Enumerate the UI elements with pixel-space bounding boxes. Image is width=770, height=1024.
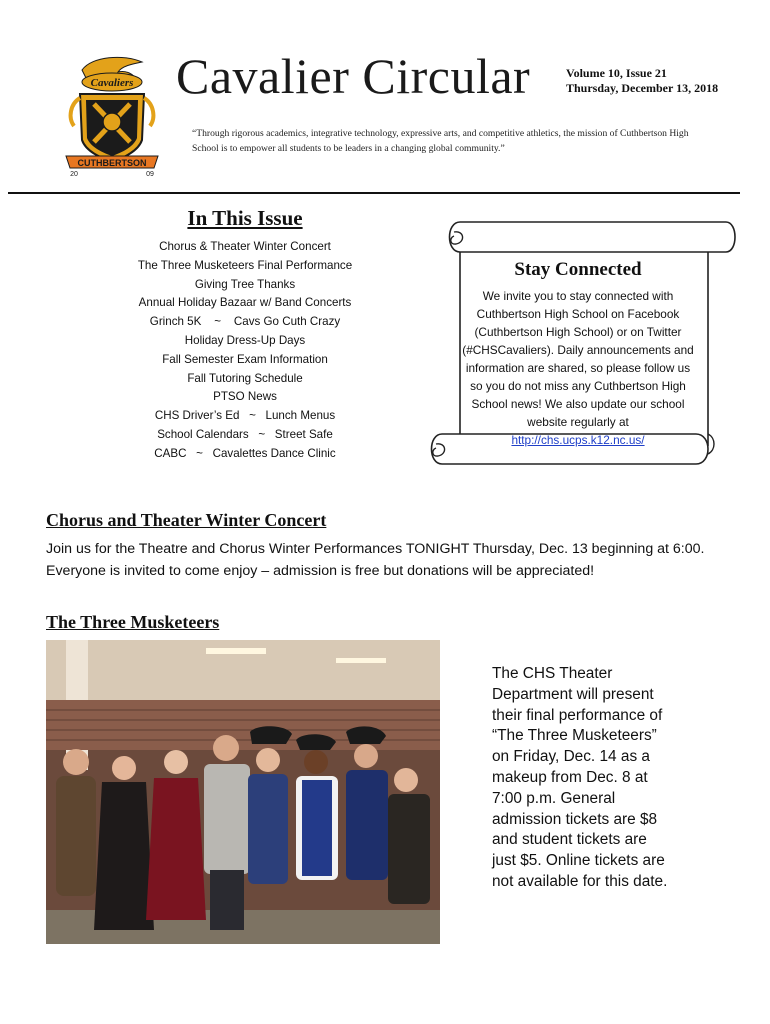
toc-item: Annual Holiday Bazaar w/ Band Concerts [138, 296, 352, 310]
toc-item: Giving Tree Thanks [194, 277, 296, 291]
stay-connected-text [460, 287, 696, 449]
musketeers-cast-photo [46, 640, 440, 944]
toc-item: PTSO News [213, 390, 277, 404]
toc-item: Holiday Dress-Up Days [184, 333, 306, 347]
logo-year-left: 20 [70, 171, 78, 178]
toc-item: The Three Musketeers Final Performance [137, 258, 353, 272]
toc-item: Chorus & Theater Winter Concert [159, 240, 331, 253]
issue-date: Thursday, December 13, 2018 [566, 81, 719, 95]
toc-item: Grinch 5K ~ Cavs Go Cuth Crazy [149, 315, 341, 329]
school-logo [62, 52, 162, 178]
stay-connected-scroll [416, 218, 742, 468]
school-website-link[interactable]: http://chs.ucps.k12.nc.us/ [511, 433, 645, 447]
mission-statement: “Through rigorous academics, integrative technology, expressive arts, and competitive athletics, the mission of Cuthbertson High School is to empower all students to be leaders in a changing global community.” [192, 128, 689, 154]
musketeers-heading: The Three Musketeers [46, 612, 220, 632]
toc-item: CHS Driver’s Ed ~ Lunch Menus [154, 409, 336, 423]
issue-info [566, 66, 718, 96]
toc-item: CABC ~ Cavalettes Dance Clinic [154, 446, 336, 460]
header-divider [8, 192, 740, 194]
chorus-heading: Chorus and Theater Winter Concert [46, 510, 327, 530]
stay-connected-title: Stay Connected [514, 259, 642, 280]
toc-item: School Calendars ~ Street Safe [157, 427, 333, 441]
musketeers-body: The CHS Theater Department will present their final performance of “The Three Musketeers” on Friday, Dec. 14 as a makeup from Dec. 8 at 7:00 p.m. General admission tickets are $8 and student tickets are just $5. Online tickets are not available for this date. [492, 665, 668, 890]
in-this-issue [120, 204, 370, 464]
chorus-body: Join us for the Theatre and Chorus Winter Performances TONIGHT Thursday, Dec. 13 beginning at 6:00. Everyone is invited to come enjoy – admission is free but donations will be appreciated! [46, 541, 705, 579]
stay-connected-body: We invite you to stay connected with Cuthbertson High School on Facebook (Cuthbertson High School) or on Twitter (#CHSCavaliers). Daily announcements and information are shared, so please follow us so you do not miss any Cuthbertson High School news! We also update our school website regularly at [462, 289, 694, 429]
logo-banner-text: CUTHBERTSON [77, 158, 147, 168]
logo-year-right: 09 [146, 171, 154, 178]
newsletter-title: Cavalier Circular [176, 48, 531, 104]
toc-item: Fall Tutoring Schedule [187, 371, 303, 385]
logo-top-text: Cavaliers [90, 77, 134, 89]
toc-title: In This Issue [187, 206, 303, 230]
toc-item: Fall Semester Exam Information [162, 352, 328, 366]
volume-issue: Volume 10, Issue 21 [566, 66, 667, 80]
